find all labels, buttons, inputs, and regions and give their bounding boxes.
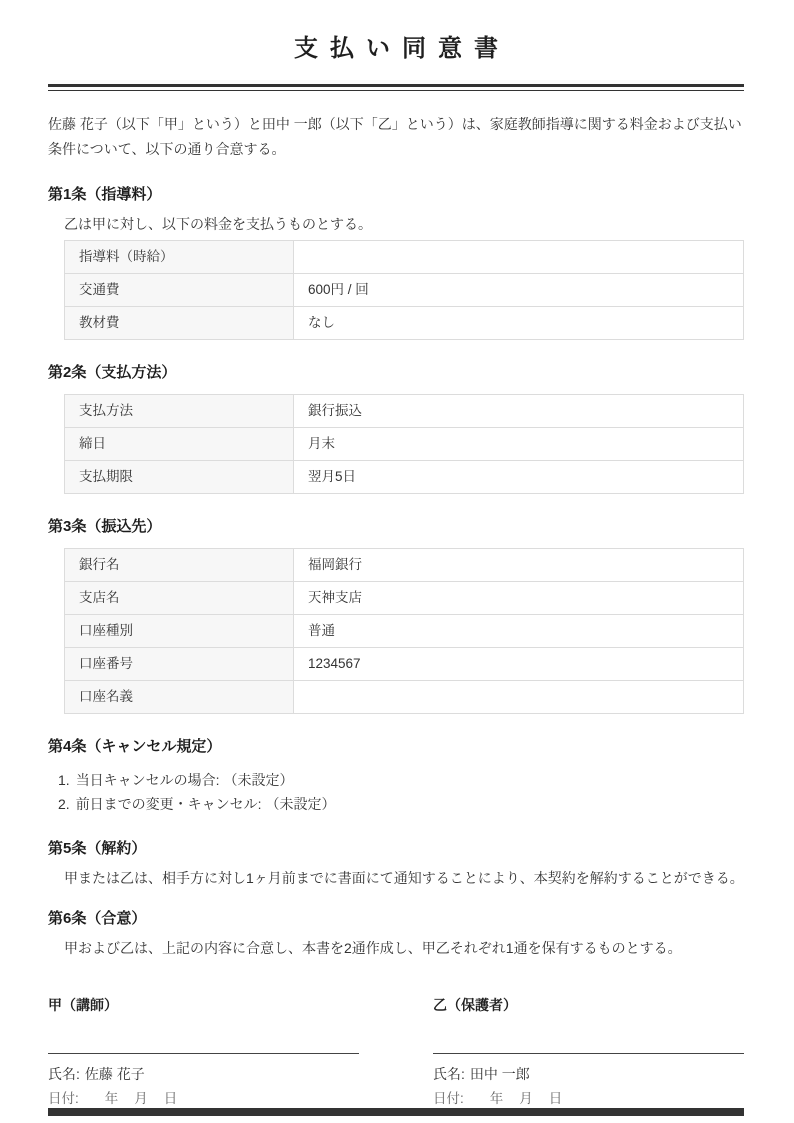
date-unit-year: 年: [104, 1091, 119, 1106]
date-label: 日付:: [433, 1091, 464, 1106]
table-row: [65, 681, 744, 714]
bank-row-value: 天神支店: [294, 582, 744, 615]
date-unit-month: 月: [519, 1091, 533, 1106]
party-b-signature-line: [433, 1013, 744, 1054]
article5-heading: 第5条（解約）: [48, 840, 147, 857]
list-item: [58, 768, 744, 792]
payment-row-value: 銀行振込: [294, 395, 744, 428]
table-row: [65, 274, 744, 307]
name-label: 氏名:: [433, 1066, 465, 1082]
cancel-policy-list: [58, 768, 744, 816]
bank-row-label: 口座番号: [65, 648, 294, 681]
list-item-text: 前日までの変更・キャンセル: （未設定）: [75, 796, 336, 812]
list-item-number: 2.: [58, 796, 70, 812]
payment-row-label: 支払期限: [65, 461, 294, 494]
party-a-name-row: [48, 1067, 359, 1082]
footer-divider-rule: [48, 1108, 744, 1116]
signature-block-party-b: [433, 998, 744, 1106]
bank-row-label: 銀行名: [65, 549, 294, 582]
list-item-text: 当日キャンセルの場合: （未設定）: [75, 772, 294, 788]
table-row: [65, 395, 744, 428]
party-b-name-row: [433, 1067, 744, 1082]
bank-row-value: 福岡銀行: [294, 549, 744, 582]
bank-row-label: 支店名: [65, 582, 294, 615]
party-b-name: 田中 一郎: [469, 1066, 530, 1082]
fee-row-value: [294, 241, 744, 274]
table-row: [65, 461, 744, 494]
payment-method-table: [64, 394, 744, 494]
party-a-role-label: 甲（講師）: [48, 997, 118, 1013]
table-row: [65, 241, 744, 274]
party-a-name: 佐藤 花子: [84, 1066, 145, 1082]
fee-row-value: 600円 / 回: [294, 274, 744, 307]
table-row: [65, 428, 744, 461]
party-a-signature-line: [48, 1013, 359, 1054]
bank-row-label: 口座名義: [65, 681, 294, 714]
article5-body: 甲または乙は、相手方に対し1ヶ月前までに書面にて通知することにより、本契約を解約することができる。: [64, 870, 744, 886]
date-unit-year: 年: [489, 1091, 504, 1106]
list-item: [58, 792, 744, 816]
bank-row-value: [294, 681, 744, 714]
fee-row-label: 交通費: [65, 274, 294, 307]
intro-paragraph: 佐藤 花子（以下「甲」という）と田中 一郎（以下「乙」という）は、家庭教師指導に関する料金および支払い条件について、以下の通り合意する。: [48, 116, 742, 157]
payment-row-label: 締日: [65, 428, 294, 461]
article1-heading: 第1条（指導料）: [48, 186, 162, 203]
party-b-date-row: [433, 1092, 744, 1106]
name-label: 氏名:: [48, 1066, 80, 1082]
bank-row-label: 口座種別: [65, 615, 294, 648]
article1-note: 乙は甲に対し、以下の料金を支払うものとする。: [64, 216, 372, 232]
date-unit-day: 日: [548, 1091, 563, 1106]
fee-row-value: なし: [294, 307, 744, 340]
date-unit-month: 月: [134, 1091, 148, 1106]
article3-heading: 第3条（振込先）: [48, 518, 162, 535]
payment-row-label: 支払方法: [65, 395, 294, 428]
article2-heading: 第2条（支払方法）: [48, 364, 177, 381]
payment-row-value: 月末: [294, 428, 744, 461]
payment-row-value: 翌月5日: [294, 461, 744, 494]
fee-row-label: 指導料（時給）: [65, 241, 294, 274]
title-divider-rule: [48, 84, 744, 91]
list-item-number: 1.: [58, 772, 70, 788]
signature-block-party-a: [48, 998, 359, 1106]
signature-section: [48, 998, 744, 1106]
party-b-role-label: 乙（保護者）: [433, 997, 517, 1013]
table-row: [65, 615, 744, 648]
date-unit-day: 日: [163, 1091, 178, 1106]
bank-row-value: 1234567: [294, 648, 744, 681]
table-row: [65, 582, 744, 615]
date-label: 日付:: [48, 1091, 79, 1106]
bank-row-value: 普通: [294, 615, 744, 648]
table-row: [65, 307, 744, 340]
fee-row-label: 教材費: [65, 307, 294, 340]
fee-table: [64, 240, 744, 340]
article6-body: 甲および乙は、上記の内容に合意し、本書を2通作成し、甲乙それぞれ1通を保有するものとする。: [64, 940, 682, 956]
article4-heading: 第4条（キャンセル規定）: [48, 738, 222, 755]
party-a-date-row: [48, 1092, 359, 1106]
article6-heading: 第6条（合意）: [48, 910, 147, 927]
bank-account-table: [64, 548, 744, 714]
table-row: [65, 549, 744, 582]
table-row: [65, 648, 744, 681]
document-title: 支払い同意書: [294, 35, 510, 62]
